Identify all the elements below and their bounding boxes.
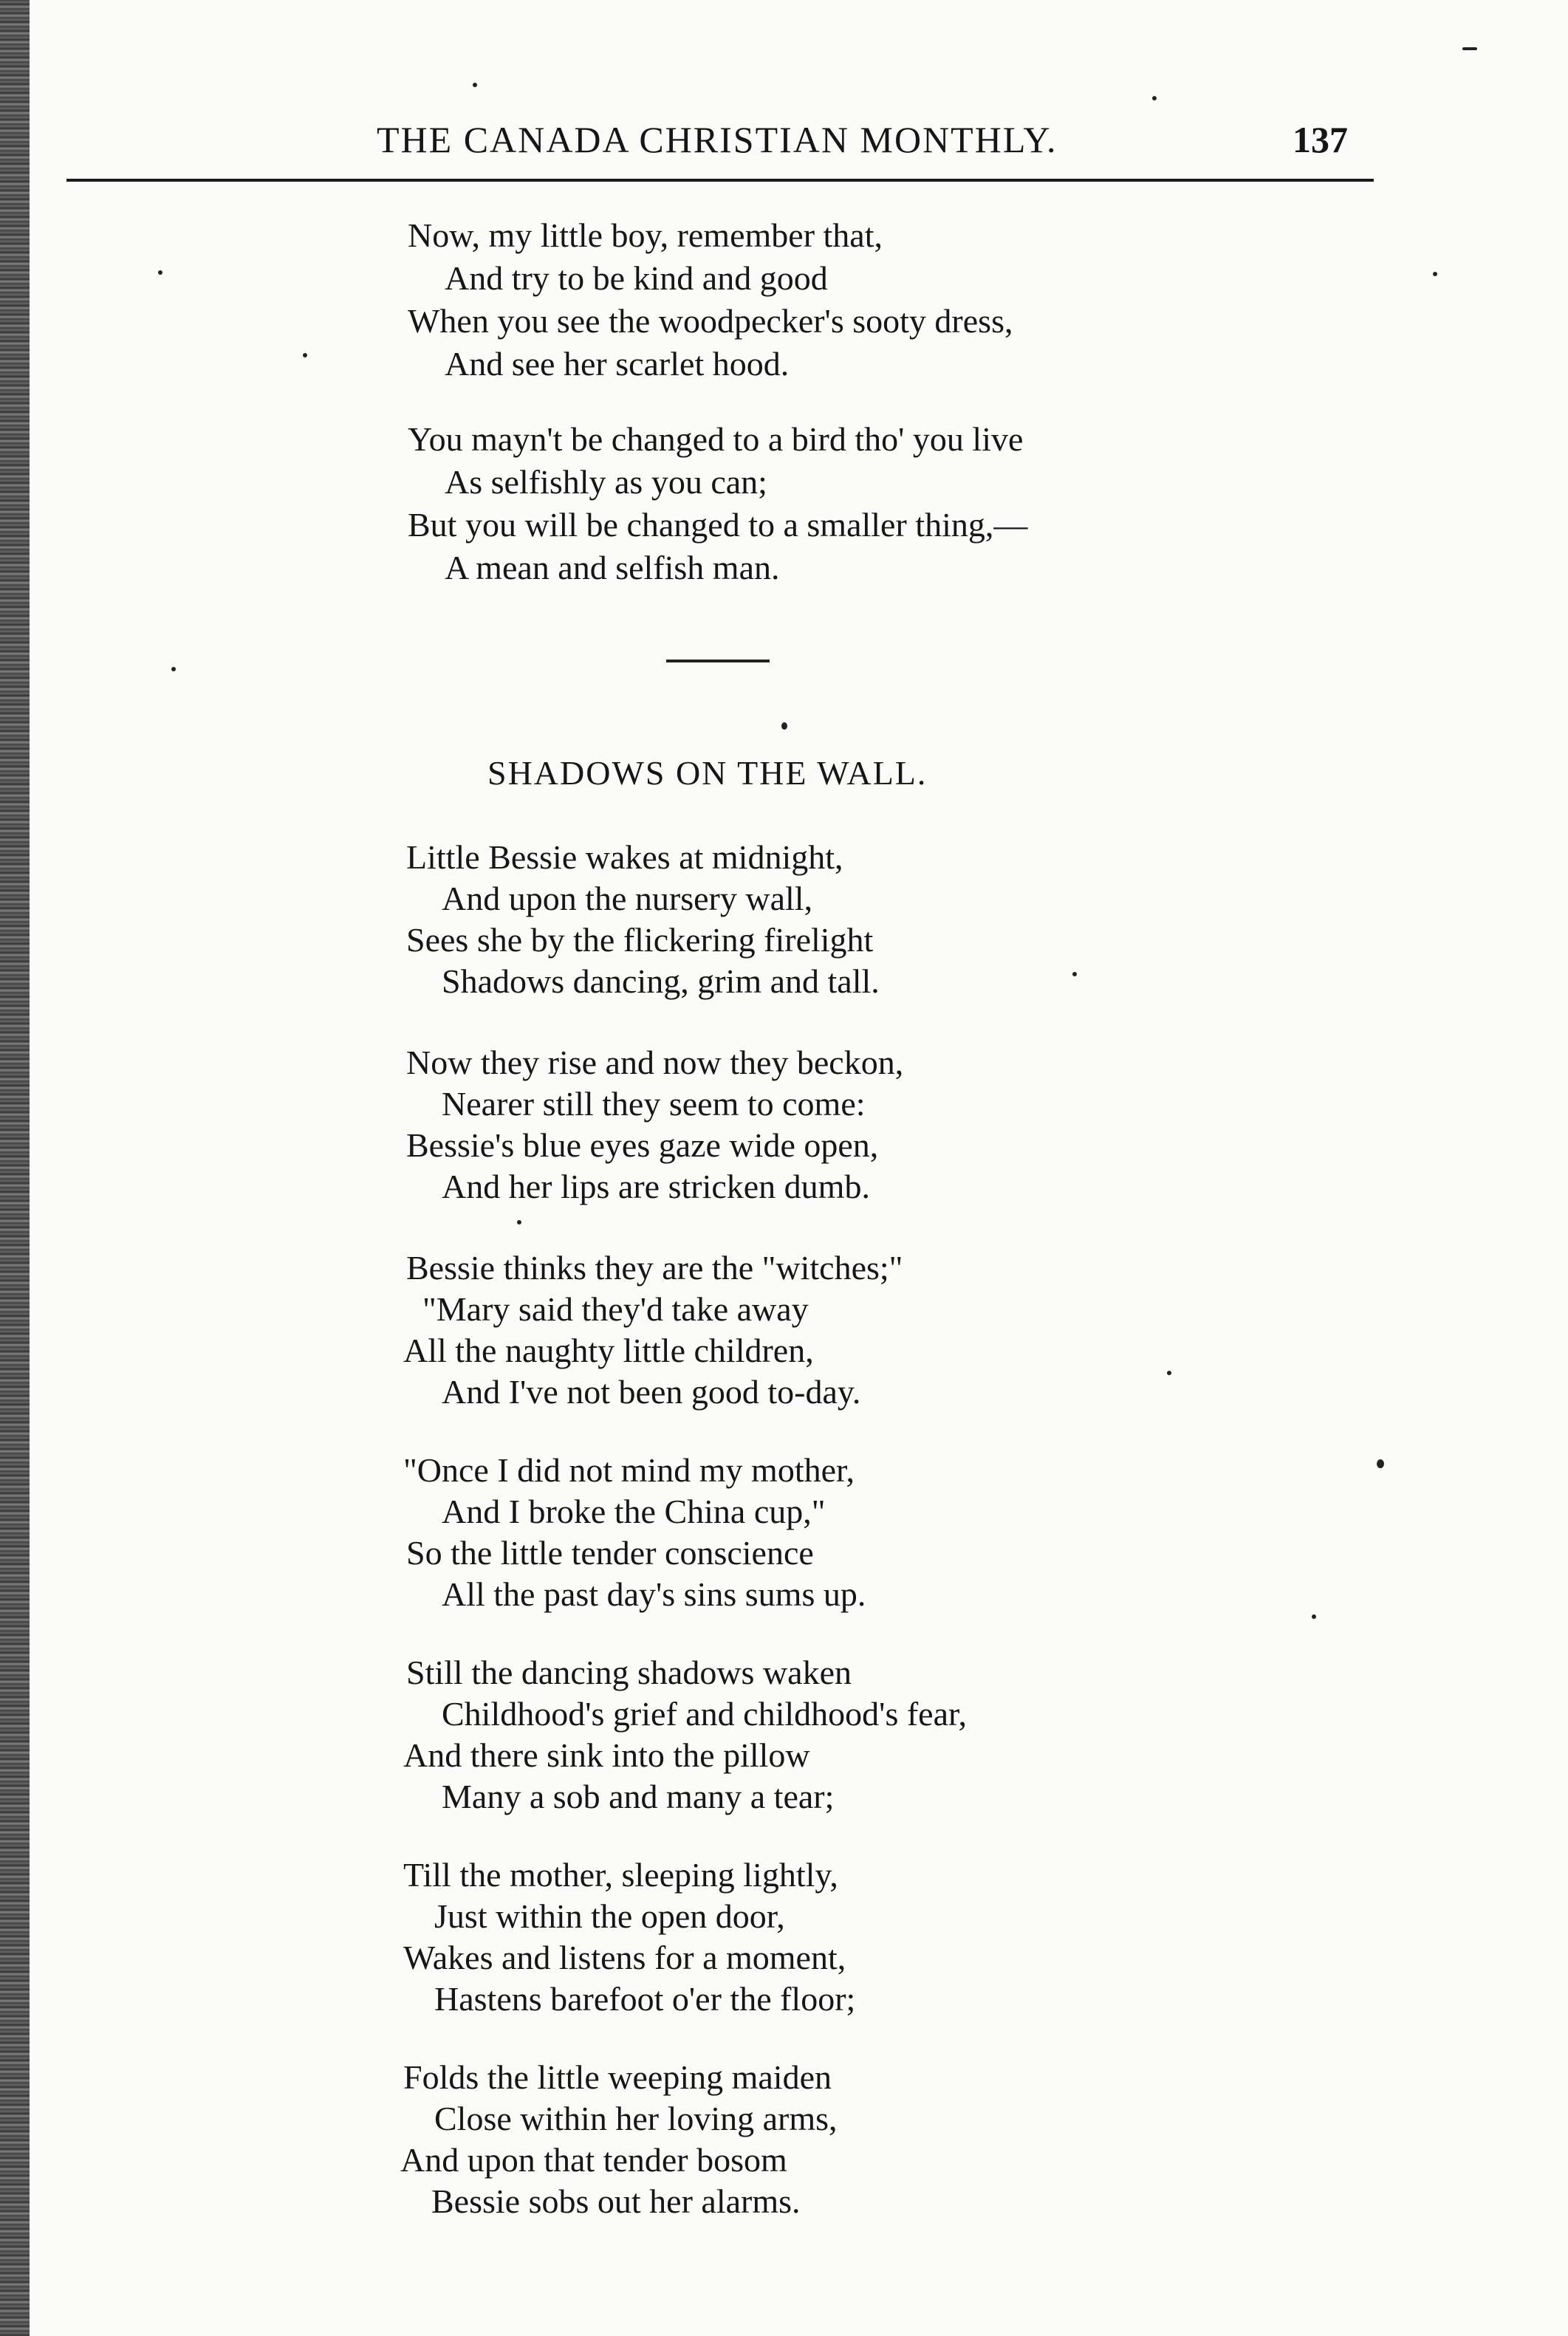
poem-line: Wakes and listens for a moment, <box>403 1939 846 1976</box>
poem-line: Bessie thinks they are the "witches;" <box>406 1249 903 1287</box>
poem-line: Childhood's grief and childhood's fear, <box>442 1695 967 1733</box>
poem-line: A mean and selfish man. <box>445 549 780 586</box>
poem-line: Till the mother, sleeping lightly, <box>403 1856 838 1894</box>
poem-line: Hastens barefoot o'er the floor; <box>434 1980 856 2018</box>
scan-speck <box>171 667 176 671</box>
scan-speck <box>1462 47 1477 50</box>
poem-line: Still the dancing shadows waken <box>406 1654 852 1691</box>
page-binding-edge <box>0 0 30 2336</box>
poem-line: Many a sob and many a tear; <box>442 1778 835 1815</box>
poem-line: Little Bessie wakes at midnight, <box>406 838 843 876</box>
scan-speck <box>1167 1371 1171 1375</box>
scan-speck <box>781 722 787 730</box>
scan-speck <box>1152 96 1157 100</box>
poem-line: All the naughty little children, <box>403 1332 814 1369</box>
poem-line: "Once I did not mind my mother, <box>403 1451 855 1489</box>
poem-line: Sees she by the flickering firelight <box>406 921 874 959</box>
scan-speck <box>1377 1459 1384 1468</box>
poem-line: And upon the nursery wall, <box>442 880 813 917</box>
poem-line: All the past day's sins sums up. <box>442 1575 866 1613</box>
scan-speck <box>473 83 477 87</box>
running-title: THE CANADA CHRISTIAN MONTHLY. <box>377 119 1058 160</box>
poem-line: Close within her loving arms, <box>434 2100 838 2137</box>
page-number: 137 <box>1293 119 1348 160</box>
poem-line: As selfishly as you can; <box>445 463 767 501</box>
poem-line: "Mary said they'd take away <box>422 1290 809 1328</box>
poem-line: Bessie's blue eyes gaze wide open, <box>406 1126 879 1164</box>
scan-speck <box>158 270 162 275</box>
scan-speck <box>1312 1614 1316 1619</box>
poem-line: Just within the open door, <box>434 1897 785 1935</box>
poem-line: So the little tender conscience <box>406 1534 814 1572</box>
poem-line: When you see the woodpecker's sooty dress, <box>408 302 1013 340</box>
scan-speck <box>303 353 307 357</box>
page-header <box>66 118 1374 185</box>
scan-speck <box>1072 972 1077 976</box>
poem-line: And her lips are stricken dumb. <box>442 1168 870 1205</box>
poem-line: And I've not been good to-day. <box>442 1373 861 1411</box>
section-divider <box>666 660 770 662</box>
poem-line: Bessie sobs out her alarms. <box>431 2182 801 2220</box>
poem-line: Now they rise and now they beckon, <box>406 1044 904 1081</box>
poem-line: Shadows dancing, grim and tall. <box>442 962 880 1000</box>
poem-line: And upon that tender bosom <box>400 2141 787 2179</box>
poem-line: Nearer still they seem to come: <box>442 1085 866 1123</box>
poem-title: SHADOWS ON THE WALL. <box>487 754 928 792</box>
poem-line: Now, my little boy, remember that, <box>408 216 883 254</box>
poem-line: And I broke the China cup," <box>442 1493 826 1530</box>
poem-line: And there sink into the pillow <box>403 1736 810 1774</box>
poem-line: But you will be changed to a smaller thing,— <box>408 506 1028 544</box>
scan-speck <box>517 1220 521 1224</box>
poem-line: And see her scarlet hood. <box>445 345 790 383</box>
poem-line: You mayn't be changed to a bird tho' you live <box>408 420 1024 458</box>
poem-line: Folds the little weeping maiden <box>403 2058 832 2096</box>
poem-line: And try to be kind and good <box>445 259 828 297</box>
header-rule <box>66 179 1374 182</box>
scan-speck <box>1433 272 1437 276</box>
